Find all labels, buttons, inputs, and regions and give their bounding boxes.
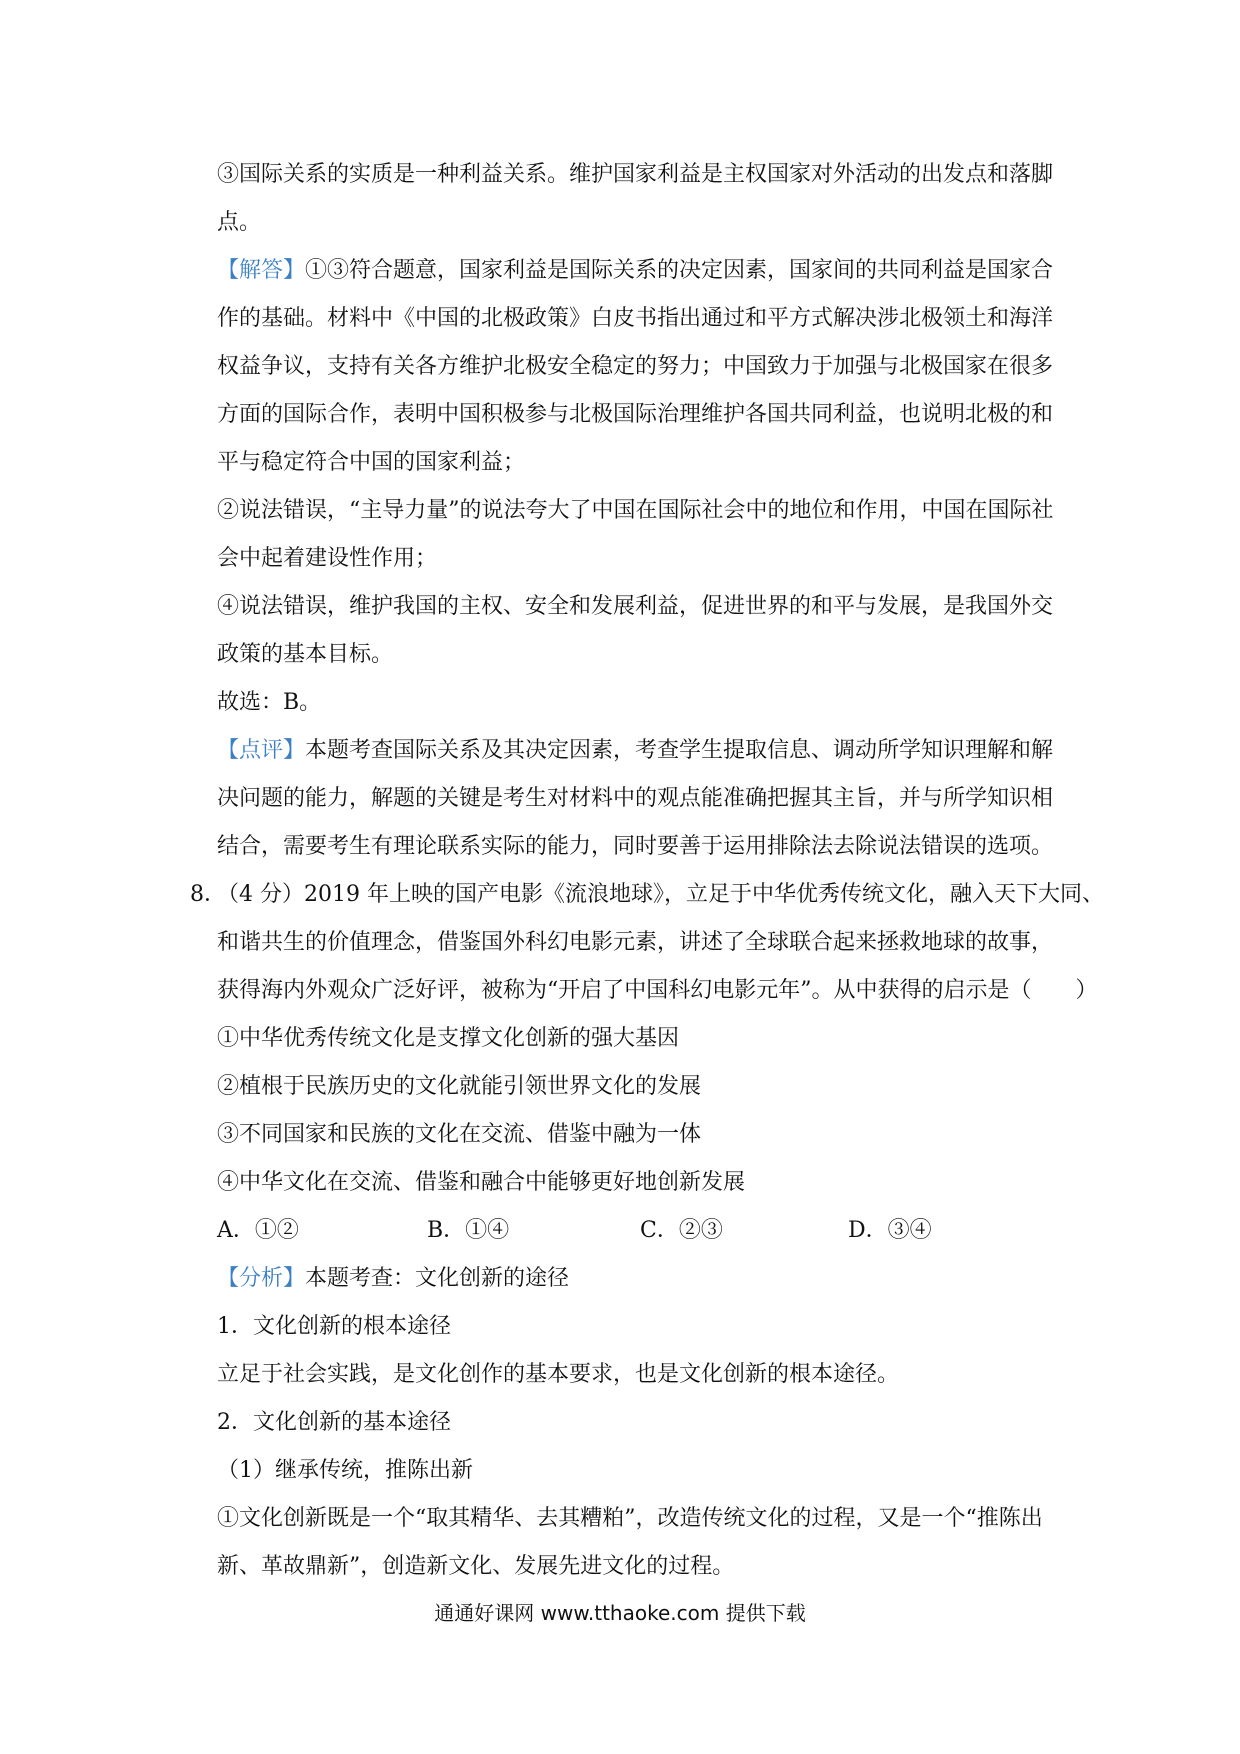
page-footer: 通通好课网 www.tthaoke.com 提供下载 bbox=[434, 1601, 806, 1625]
text-line: 点。 bbox=[217, 210, 262, 235]
text-line: 故选：B。 bbox=[217, 690, 322, 715]
text-line: 政策的基本目标。 bbox=[217, 642, 394, 667]
question-line: （4 分）2019 年上映的国产电影《流浪地球》，立足于中华优秀传统文化，融入天下大同、 bbox=[217, 882, 1104, 907]
statement: ④中华文化在交流、借鉴和融合中能够更好地创新发展 bbox=[217, 1170, 746, 1195]
question-number: 8． bbox=[190, 882, 226, 907]
comment-line bbox=[217, 736, 1053, 766]
option-c: C．②③ bbox=[640, 1218, 723, 1243]
statement: ①中华优秀传统文化是支撑文化创新的强大基因 bbox=[217, 1026, 680, 1051]
analysis-text: 新、革故鼎新”，创造新文化、发展先进文化的过程。 bbox=[217, 1554, 735, 1579]
text-line: ②说法错误，“主导力量”的说法夸大了中国在国际社会中的地位和作用，中国在国际社 bbox=[217, 498, 1054, 523]
text-line: 平与稳定符合中国的国家利益； bbox=[217, 450, 526, 475]
text-line: 权益争议，支持有关各方维护北极安全稳定的努力；中国致力于加强与北极国家在很多 bbox=[217, 354, 1054, 379]
analysis-text: 1．文化创新的根本途径 bbox=[217, 1314, 451, 1339]
option-b: B．①④ bbox=[427, 1218, 510, 1243]
statement: ②植根于民族历史的文化就能引领世界文化的发展 bbox=[217, 1074, 702, 1099]
text-line: 作的基础。材料中《中国的北极政策》白皮书指出通过和平方式解决涉北极领土和海洋 bbox=[217, 306, 1054, 331]
option-a: A．①② bbox=[217, 1218, 299, 1243]
text-line: ④说法错误，维护我国的主权、安全和发展利益，促进世界的和平与发展，是我国外交 bbox=[217, 594, 1054, 619]
analysis-text: 立足于社会实践，是文化创作的基本要求，也是文化创新的根本途径。 bbox=[217, 1362, 900, 1387]
text-line: 决问题的能力，解题的关键是考生对材料中的观点能准确把握其主旨，并与所学知识相 bbox=[217, 786, 1054, 811]
analysis-tag: 【分析】 bbox=[217, 1266, 306, 1291]
text-line: 会中起着建设性作用； bbox=[217, 546, 438, 571]
question-line: 和谐共生的价值理念，借鉴国外科幻电影元素，讲述了全球联合起来拯救地球的故事， bbox=[217, 930, 1054, 955]
text-line: ③国际关系的实质是一种利益关系。维护国家利益是主权国家对外活动的出发点和落脚 bbox=[217, 162, 1054, 187]
comment-tag: 【点评】 bbox=[217, 738, 306, 763]
text-line: 方面的国际合作，表明中国积极参与北极国际治理维护各国共同利益，也说明北极的和 bbox=[217, 402, 1054, 427]
answer-line bbox=[217, 256, 1053, 286]
analysis-text: （1）继承传统，推陈出新 bbox=[217, 1458, 473, 1483]
statement: ③不同国家和民族的文化在交流、借鉴中融为一体 bbox=[217, 1122, 702, 1147]
text-line: 结合，需要考生有理论联系实际的能力，同时要善于运用排除法去除说法错误的选项。 bbox=[217, 834, 1054, 859]
option-d: D．③④ bbox=[848, 1218, 932, 1243]
answer-tag: 【解答】 bbox=[217, 258, 306, 283]
analysis-intro: 本题考查：文化创新的途径 bbox=[305, 1266, 570, 1291]
analysis-text: 2．文化创新的基本途径 bbox=[217, 1410, 451, 1435]
analysis-line bbox=[217, 1264, 569, 1294]
analysis-text: ①文化创新既是一个“取其精华、去其糟粕”，改造传统文化的过程，又是一个“推陈出 bbox=[217, 1506, 1043, 1531]
answer-text: ①③符合题意，国家利益是国际关系的决定因素，国家间的共同利益是国家合 bbox=[305, 258, 1054, 283]
comment-text: 本题考查国际关系及其决定因素，考查学生提取信息、调动所学知识理解和解 bbox=[305, 738, 1054, 763]
question-line: 获得海内外观众广泛好评，被称为“开启了中国科幻电影元年”。从中获得的启示是（ ） bbox=[217, 978, 1098, 1003]
